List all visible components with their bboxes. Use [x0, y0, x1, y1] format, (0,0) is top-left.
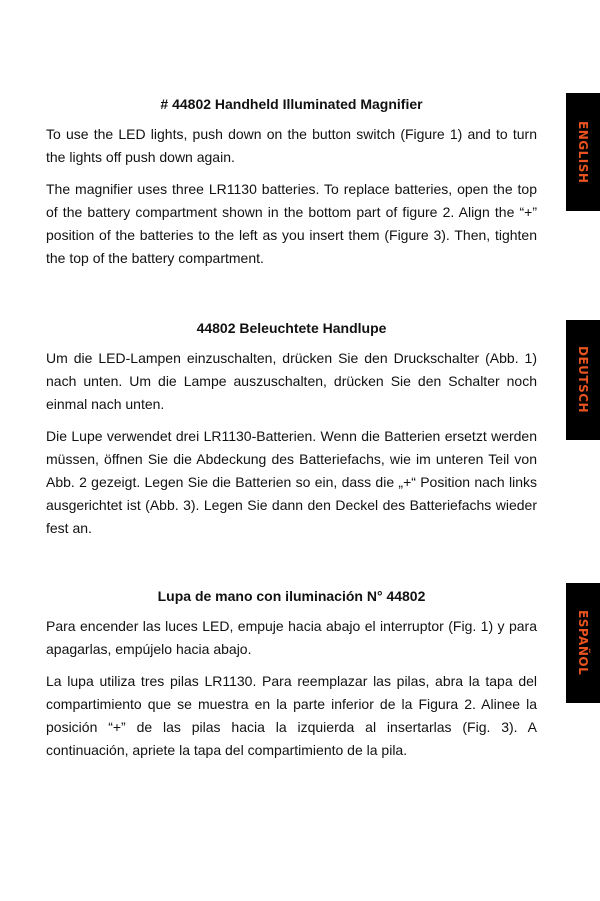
tab-english: [566, 93, 600, 211]
tab-deutsch: [566, 320, 600, 440]
section-espanol: [46, 586, 537, 771]
paragraph: To use the LED lights, push down on the button switch (Figure 1) and to turn the lights off push down again.: [46, 126, 537, 165]
paragraph: Die Lupe verwendet drei LR1130-Batterien. Wenn die Batterien ersetzt werden müssen, öffnen Sie die Abdeckung des Batteriefachs, wie im unteren Teil von Abb. 2 gezeigt. Legen Sie die Batterien so ein, dass die „+“ Position nach links ausgerichtet ist (Abb. 3). Legen Sie dann den Deckel des Batteriefachs wieder fest an.: [46, 428, 537, 536]
section-title: # 44802 Handheld Illuminated Magnifier: [160, 96, 423, 112]
tab-deutsch-label: DEUTSCH: [576, 346, 590, 414]
tab-espanol: [566, 583, 600, 703]
paragraph: The magnifier uses three LR1130 batteries. To replace batteries, open the top of the battery compartment shown in the bottom part of figure 2. Align the “+” position of the batteries to the left as you insert them (Figure 3). Then, tighten the top of the battery compartment.: [46, 181, 537, 266]
tab-english-label: ENGLISH: [576, 120, 590, 184]
tab-espanol-label: ESPAÑOL: [576, 610, 590, 676]
paragraph: La lupa utiliza tres pilas LR1130. Para reemplazar las pilas, abra la tapa del compartimiento que se muestra en la parte inferior de la Figura 2. Alinee la posición “+” de las pilas hacia la izquierda al insertarlas (Fig. 3). A continuación, apriete la tapa del compartimiento de la pila.: [46, 673, 537, 758]
section-title: 44802 Beleuchtete Handlupe: [196, 320, 387, 336]
section-title: Lupa de mano con iluminación N° 44802: [157, 588, 426, 604]
section-deutsch: [46, 318, 537, 549]
paragraph: Um die LED-Lampen einzuschalten, drücken Sie den Druckschalter (Abb. 1) nach unten. Um die Lampe auszuschalten, drücken Sie den Schalter noch einmal nach unten.: [46, 350, 537, 412]
section-english: [46, 94, 537, 279]
paragraph: Para encender las luces LED, empuje hacia abajo el interruptor (Fig. 1) y para apagarlas, empújelo hacia abajo.: [46, 618, 537, 657]
